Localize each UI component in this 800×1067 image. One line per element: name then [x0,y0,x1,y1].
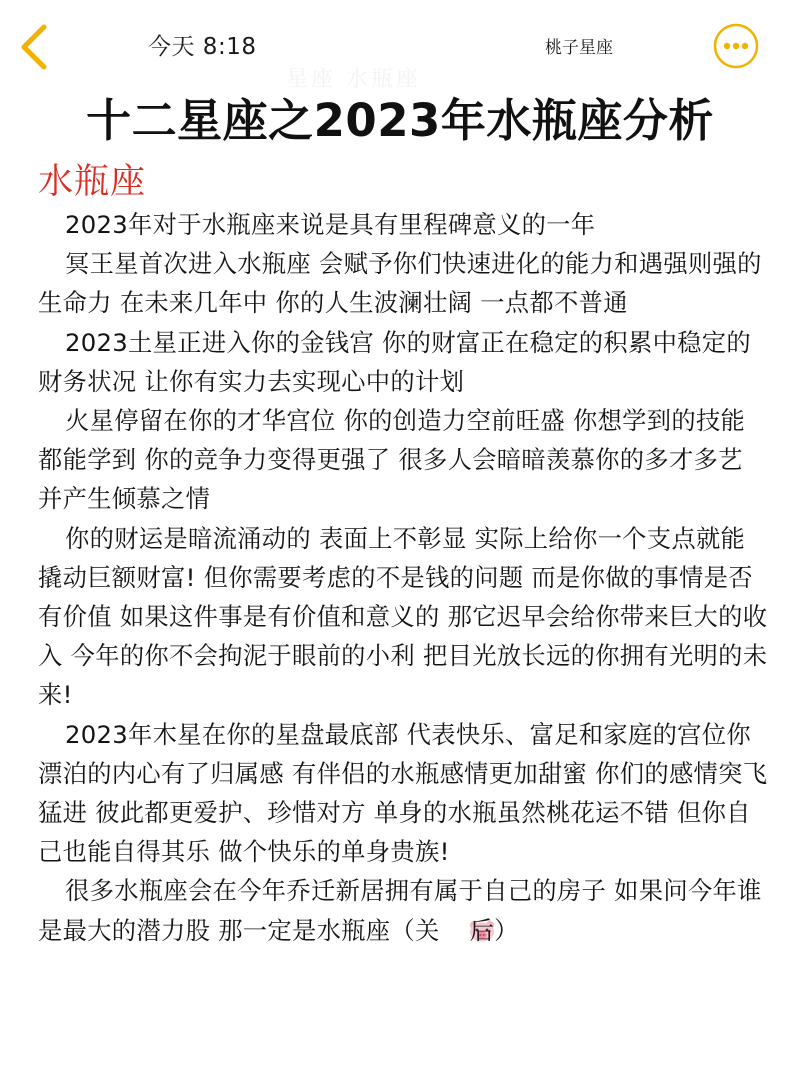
paragraph-text: 很多水瓶座会在今年乔迁新居拥有属于自己的房子 如果问今年谁是最大的潜力股 那一定是水瓶座（关 [38,876,762,945]
page-title: 十二星座之2023年水瓶座分析 [86,94,714,147]
account-name[interactable]: 桃子星座 [545,38,613,58]
more-icon [713,23,759,69]
article-body [38,205,768,950]
section-title: 水瓶座 [38,162,147,202]
paragraph [38,871,768,949]
chevron-left-icon [14,22,54,72]
more-options-button[interactable] [713,23,759,69]
paragraph: 火星停留在你的才华宫位 你的创造力空前旺盛 你想学到的技能都能学到 你的竞争力变得更强了 很多人会暗暗羡慕你的多才多艺 并产生倾慕之情 [38,406,746,514]
paragraph: 2023年木星在你的星盘最底部 代表快乐、富足和家庭的宫位你漂泊的内心有了归属感 有伴侣的水瓶感情更加甜蜜 你们的感情突飞猛进 彼此都更爱护、珍惜对方 单身的水瓶虽然桃花运不错 但你自己也能自得其乐 做个快乐的单身贵族! [38,719,768,867]
paragraph: 2023土星正进入你的金钱宫 你的财富正在稳定的积累中稳定的财务状况 让你有实力去实现心中的计划 [38,327,751,396]
pig-face-icon [441,914,469,936]
paragraph-text-end: 后） [469,915,519,945]
top-bar [0,0,800,90]
paragraph: 冥王星首次进入水瓶座 会赋予你们快速进化的能力和遇强则强的生命力 在未来几年中 你的人生波澜壮阔 一点都不普通 [38,249,762,318]
paragraph: 2023年对于水瓶座来说是具有里程碑意义的一年 [65,210,596,239]
watermark: 星座 水瓶座 [286,67,421,92]
paragraph: 你的财运是暗流涌动的 表面上不彰显 实际上给你一个支点就能撬动巨额财富! 但你需要考虑的不是钱的问题 而是你做的事情是否有价值 如果这件事是有价值和意义的 那它迟早会给你带来巨大的收入 今年的你不会拘泥于眼前的小利 把目光放长远的你拥有光明的未来! [38,523,768,710]
back-button[interactable] [14,22,54,72]
post-time: 今天 8:18 [148,34,257,60]
